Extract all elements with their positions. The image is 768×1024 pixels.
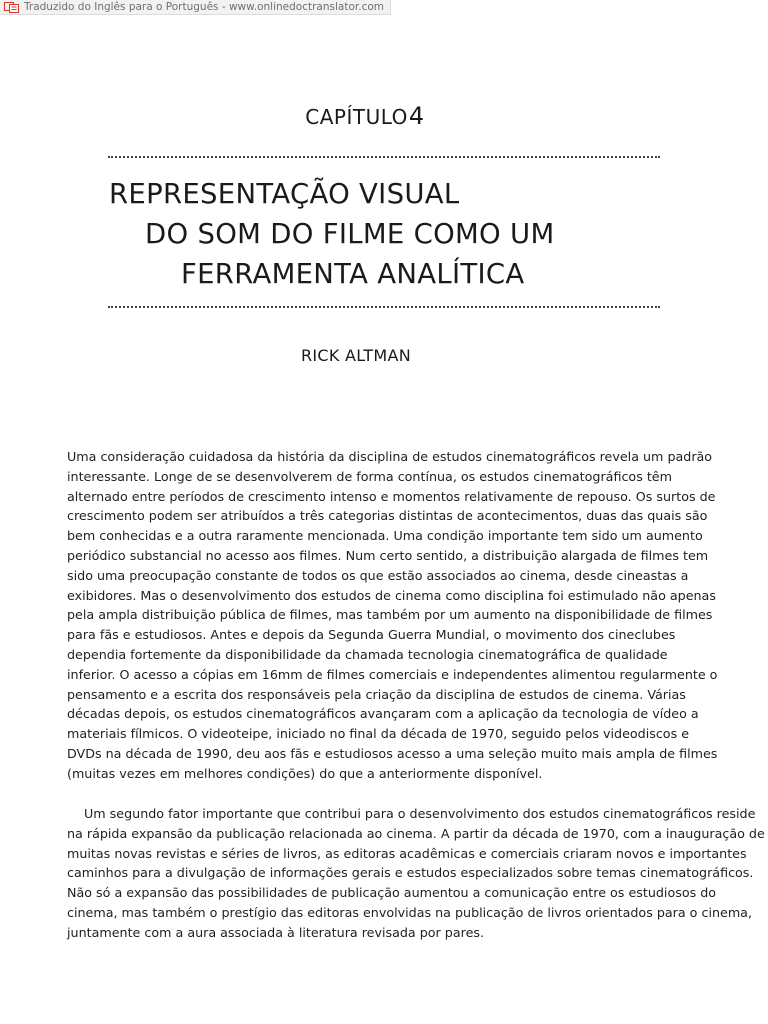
paragraph-line: para fãs e estudiosos. Antes e depois da Segunda Guerra Mundial, o movimento dos cineclubes	[67, 627, 676, 643]
paragraph-line: muitas novas revistas e séries de livros, as editoras acadêmicas e comerciais criaram novos e importantes	[67, 845, 747, 861]
chapter-title-line-3: FERRAMENTA ANALÍTICA	[181, 258, 525, 290]
chapter-label: CAPÍTULO	[305, 105, 408, 129]
body-paragraph-1	[67, 447, 718, 784]
paragraph-line: periódico substancial no acesso aos filmes. Num certo sentido, a distribuição alargada de filmes tem	[67, 547, 709, 563]
paragraph-line: pensamento e a escrita dos responsáveis pela criação da disciplina de estudos de cinema. Várias	[67, 686, 686, 702]
paragraph-line: sido uma preocupação constante de todos os que estão associados ao cinema, desde cineastas a	[67, 567, 689, 583]
paragraph-line: pela ampla distribuição pública de filmes, mas também por um aumento na disponibilidade de filmes	[67, 607, 713, 623]
document-translate-icon	[4, 2, 20, 13]
paragraph-line: (muitas vezes em melhores condições) do que a anteriormente disponível.	[67, 765, 543, 781]
paragraph-line: na rápida expansão da publicação relacionada ao cinema. A partir da década de 1970, com a inauguração de	[67, 825, 765, 841]
paragraph-line: dependia fortemente da disponibilidade da chamada tecnologia cinematográfica de qualidade	[67, 646, 668, 662]
translator-banner[interactable]	[0, 0, 391, 15]
chapter-title-line-1: REPRESENTAÇÃO VISUAL	[109, 178, 460, 210]
paragraph-line: Um segundo fator importante que contribui para o desenvolvimento dos estudos cinematográficos reside	[84, 806, 756, 821]
top-dotted-divider	[108, 156, 660, 158]
chapter-heading	[0, 102, 730, 131]
translator-banner-text[interactable]: Traduzido do Inglês para o Português - www.onlinedoctranslator.com	[24, 1, 384, 13]
paragraph-line: interessante. Longe de se desenvolverem de forma contínua, os estudos cinematográficos têm	[67, 468, 672, 484]
paragraph-line: bem conhecidas e a outra raramente mencionada. Uma condição importante tem sido um aumento	[67, 528, 703, 544]
paragraph-line: DVDs na década de 1990, deu aos fãs e estudiosos acesso a uma seleção muito mais ampla de filmes	[67, 745, 718, 761]
paragraph-line: inferior. O acesso a cópias em 16mm de filmes comerciais e independentes alimentou regularmente o	[67, 666, 718, 682]
paragraph-line: juntamente com a aura associada à literatura revisada por pares.	[67, 924, 485, 940]
paragraph-line: crescimento podem ser atribuídos a três categorias distintas de acontecimentos, duas das quais são	[67, 508, 708, 524]
paragraph-line: Uma consideração cuidadosa da história da disciplina de estudos cinematográficos revela um padrão	[67, 449, 713, 464]
paragraph-line: Não só a expansão das possibilidades de publicação aumentou a comunicação entre os estudiosos do	[67, 885, 717, 901]
body-paragraph-2	[67, 804, 765, 943]
bottom-dotted-divider	[108, 306, 660, 308]
chapter-number: 4	[408, 102, 425, 130]
paragraph-line: caminhos para a divulgação de informações gerais e estudos especializados sobre temas cinematográficos.	[67, 865, 754, 881]
chapter-title-line-2: DO SOM DO FILME COMO UM	[145, 218, 555, 250]
paragraph-line: materiais fílmicos. O videoteipe, iniciado no final da década de 1970, seguido pelos videodiscos e	[67, 726, 690, 742]
paragraph-line: décadas depois, os estudos cinematográficos avançaram com a aplicação da tecnologia de vídeo a	[67, 706, 699, 722]
paragraph-line: alternado entre períodos de crescimento intenso e momentos relativamente de repouso. Os surtos de	[67, 488, 716, 504]
paragraph-line: exibidores. Mas o desenvolvimento dos estudos de cinema como disciplina foi estimulado não apenas	[67, 587, 716, 603]
paragraph-line: cinema, mas também o prestígio das editoras envolvidas na publicação de livros orientados para o cinema,	[67, 904, 752, 920]
author-name: RICK ALTMAN	[300, 346, 412, 365]
